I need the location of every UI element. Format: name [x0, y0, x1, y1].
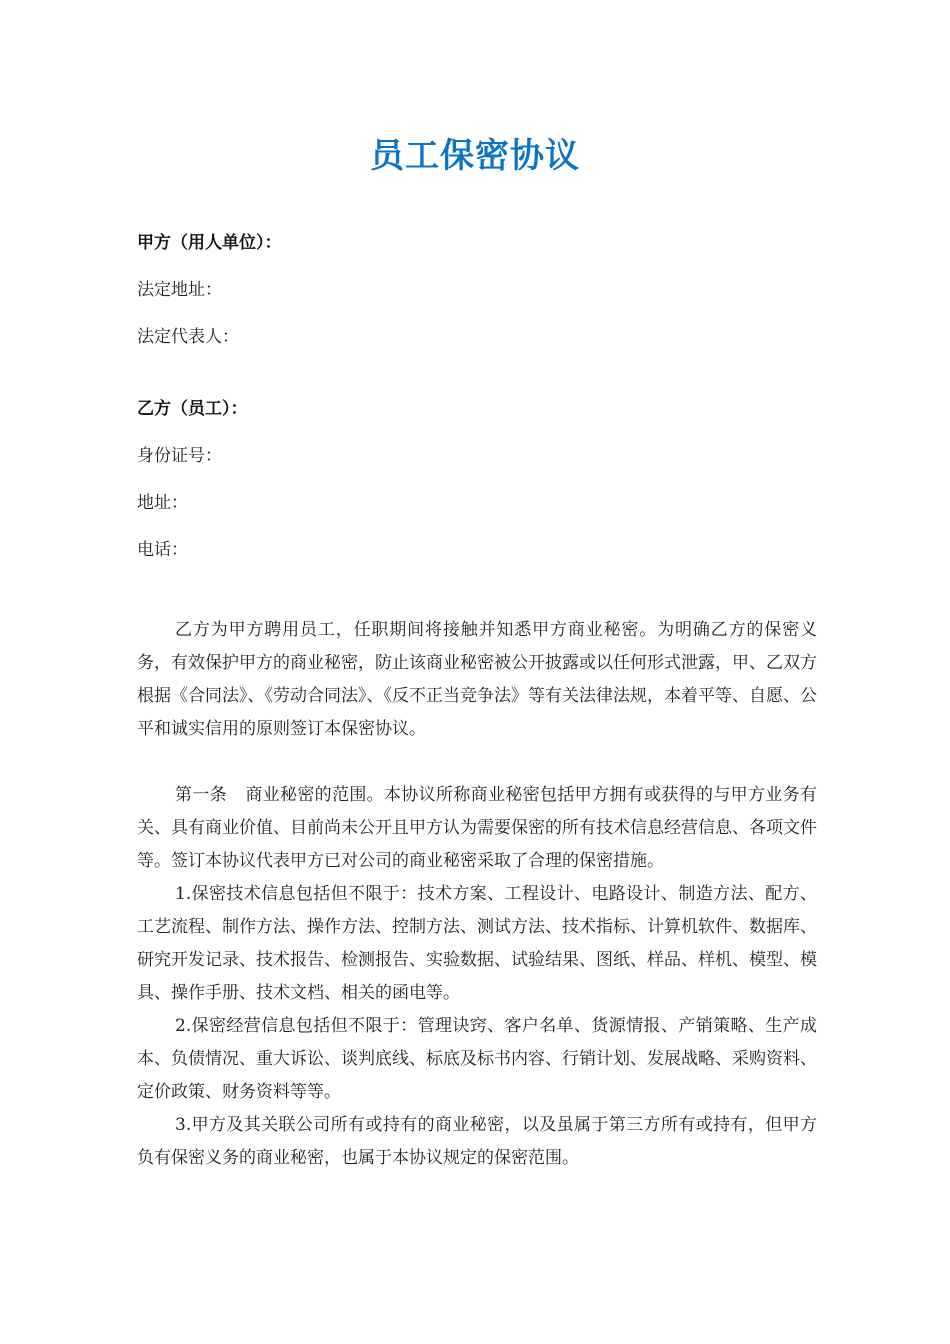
party-a-address-label: 法定地址：: [137, 280, 222, 300]
article-1-item-3: 3.甲方及其关联公司所有或持有的商业秘密，以及虽属于第三方所有或持有，但甲方负有保密义务的商业秘密，也属于本协议规定的保密范围。: [137, 1115, 817, 1168]
party-b-phone-label: 电话：: [137, 540, 188, 560]
preamble-text: 乙方为甲方聘用员工，任职期间将接触并知悉甲方商业秘密。为明确乙方的保密义务，有效保护甲方的商业秘密，防止该商业秘密被公开披露或以任何形式泄露，甲、乙双方根据《合同法》、《劳动合同法》、《反不正当竞争法》等有关法律法规，本着平等、自愿、公平和诚实信用的原则签订本保密协议。: [137, 620, 817, 739]
article-1: [137, 779, 817, 1175]
party-b-address-label: 地址：: [137, 493, 188, 513]
party-a-heading: 甲方（用人单位）：: [137, 233, 282, 253]
article-1-paragraph: [137, 779, 817, 878]
party-a-representative-label: 法定代表人：: [137, 327, 239, 347]
party-b-id-label: 身份证号：: [137, 446, 222, 466]
document-title: 员工保密协议: [370, 136, 580, 176]
party-b-heading: 乙方（员工）：: [137, 399, 248, 419]
preamble-paragraph: [137, 614, 817, 746]
article-1-number: 第一条: [175, 785, 227, 805]
article-1-text: 商业秘密的范围。本协议所称商业秘密包括甲方拥有或获得的与甲方业务有关、具有商业价值、目前尚未公开且甲方认为需要保密的所有技术信息经营信息、各项文件等。签订本协议代表甲方已对公司的商业秘密采取了合理的保密措施。: [137, 785, 817, 871]
article-1-item-1: 1.保密技术信息包括但不限于：技术方案、工程设计、电路设计、制造方法、配方、工艺流程、制作方法、操作方法、控制方法、测试方法、技术指标、计算机软件、数据库、研究开发记录、技术报告、检测报告、实验数据、试验结果、图纸、样品、样机、模型、模具、操作手册、技术文档、相关的函电等。: [137, 884, 817, 1003]
article-1-item-2: 2.保密经营信息包括但不限于：管理诀窍、客户名单、货源情报、产销策略、生产成本、负债情况、重大诉讼、谈判底线、标底及标书内容、行销计划、发展战略、采购资料、定价政策、财务资料等等。: [137, 1016, 817, 1102]
